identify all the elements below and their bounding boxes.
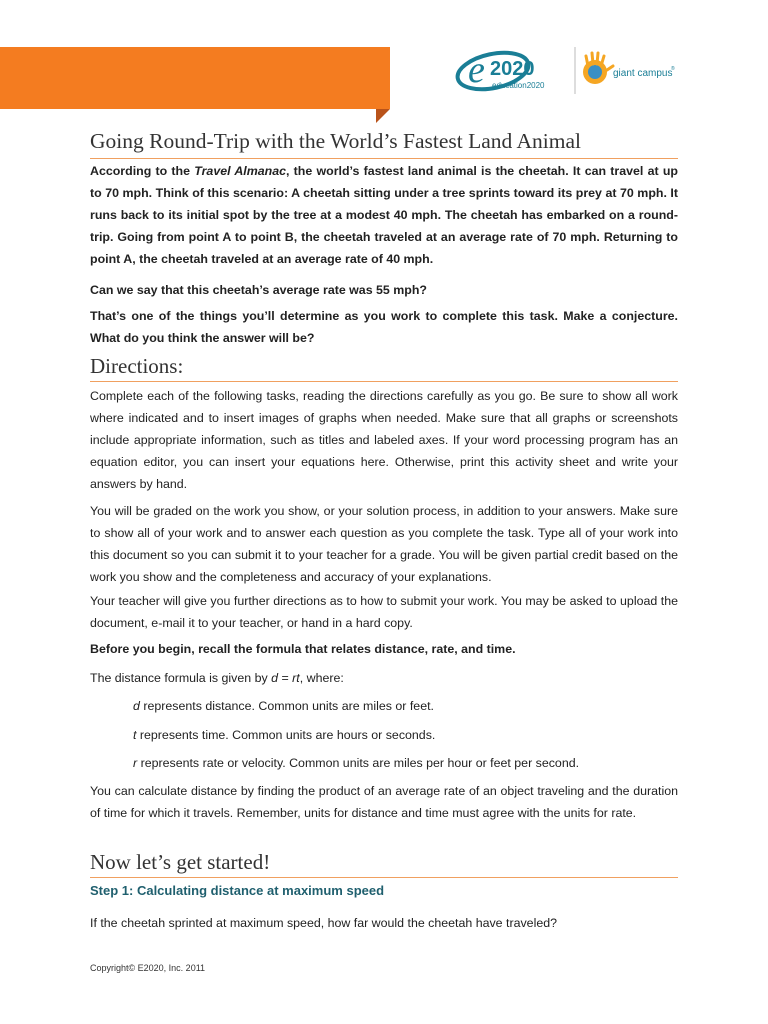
page-title: Going Round-Trip with the World’s Fastest Land Animal (90, 129, 678, 159)
directions-paragraph-1: Complete each of the following tasks, reading the directions carefully as you go. Be sure to show all work where indicated and to insert images of graphs when needed. Make sure that all graphs or screenshots include appropriate information, such as titles and labeled axes. If your word processing program has an equation editor, you can insert your equations here. Otherwise, print this activity sheet and write your answers by hand. (90, 389, 678, 491)
distance-formula: The distance formula is given by d = rt, where: (90, 671, 344, 685)
formula-intro: Before you begin, recall the formula that relates distance, rate, and time. (90, 642, 516, 656)
banner-fold (376, 109, 390, 123)
logo-2020: 2020 (490, 58, 535, 80)
directions-paragraph-5: You can calculate distance by finding the product of an average rate of an object traveling and the duration of time for which it travels. Remember, units for distance and time must agree with the units for rate. (90, 784, 678, 820)
step-1-question: If the cheetah sprinted at maximum speed, how far would the cheetah have traveled? (90, 916, 557, 930)
e2020-giant-campus-logo (455, 44, 705, 98)
intro-question: Can we say that this cheetah’s average rate was 55 mph? (90, 283, 427, 297)
intro-conjecture: That’s one of the things you’ll determine as you work to complete this task. Make a conjecture. What do you think the answer will be? (90, 309, 678, 345)
formula-item-d: d represents distance. Common units are miles or feet. (133, 699, 434, 713)
copyright-footer: Copyright© E2020, Inc. 2011 (90, 963, 206, 973)
directions-paragraph-3: Your teacher will give you further directions as to how to submit your work. You may be asked to upload the document, e-mail it to your teacher, or hand in a hard copy. (90, 594, 678, 630)
get-started-heading: Now let’s get started! (90, 850, 678, 878)
formula-item-r: r represents rate or velocity. Common units are miles per hour or feet per second. (133, 756, 580, 770)
intro-paragraph: According to the Travel Almanac, the world’s fastest land animal is the cheetah. It can travel at up to 70 mph. Think of this scenario: A cheetah sitting under a tree sprints toward its prey at 70 mph. It runs back to its initial spot by the tree at a modest 40 mph. The cheetah has embarked on a round-trip. Going from point A to point B, the cheetah traveled at an average rate of 70 mph. Returning to point A, the cheetah traveled at an average rate of 40 mph. (90, 164, 678, 266)
orange-banner (0, 47, 390, 109)
step-1-heading: Step 1: Calculating distance at maximum speed (90, 883, 385, 898)
logo-e: e (468, 49, 485, 91)
partner-name: giant campus (613, 68, 673, 79)
logo-sub: education2020 (492, 81, 545, 90)
giant-campus-hand-icon (583, 53, 613, 84)
directions-heading: Directions: (90, 354, 678, 382)
directions-paragraph-2: You will be graded on the work you show, or your solution process, in addition to your answers. Make sure to show all of your work and to answer each question as you complete the task. Type all of your work into this document so you can submit it to your teacher for a grade. You will be given partial credit based on the work you show and the completeness and accuracy of your explanations. (90, 504, 678, 584)
formula-item-t: t represents time. Common units are hours or seconds. (133, 728, 436, 742)
svg-text:®: ® (671, 66, 675, 72)
